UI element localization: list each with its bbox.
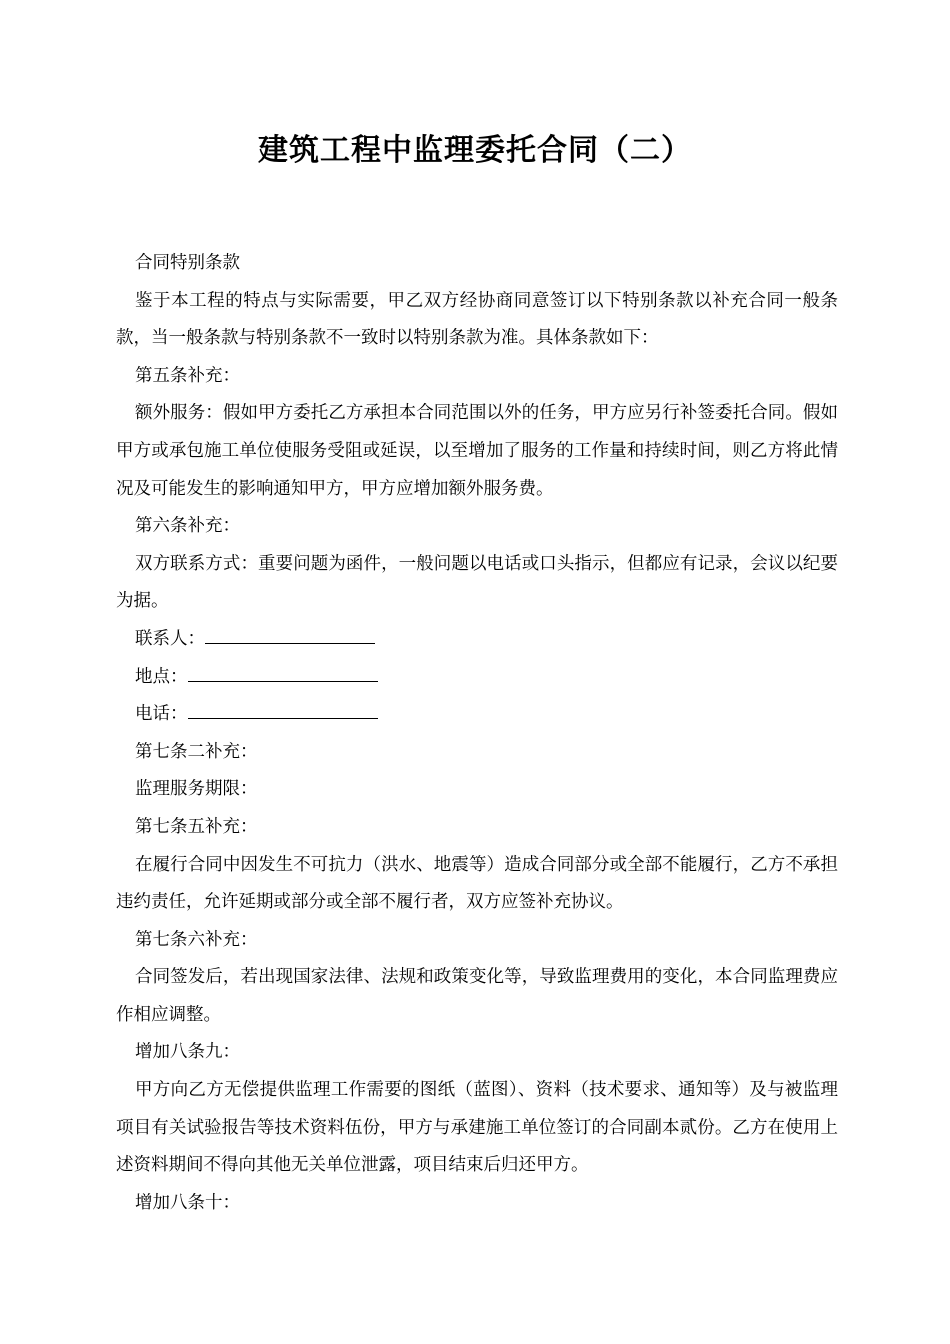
- clause-heading-6: 第六条补充：: [135, 516, 240, 537]
- document-body: [116, 245, 838, 1222]
- clause-heading-7-2: 第七条二补充：: [135, 741, 258, 762]
- clause-heading-5: 第五条补充：: [135, 365, 240, 386]
- phone-field: [116, 696, 838, 734]
- paragraph-preamble: 鉴于本工程的特点与实际需要，甲乙双方经协商同意签订以下特别条款以补充合同一般条款，当一般条款与特别条款不一致时以特别条款为准。具体条款如下：: [116, 290, 838, 349]
- section-heading-special-terms: 合同特别条款: [135, 253, 240, 273]
- clause-heading-8-10: 增加八条十：: [135, 1192, 240, 1213]
- service-period-label: 监理服务期限：: [135, 779, 258, 800]
- contact-person-field: [116, 621, 838, 659]
- contact-person-blank: [205, 621, 375, 644]
- clause-heading-8-9: 增加八条九：: [135, 1042, 240, 1063]
- location-blank: [188, 659, 378, 682]
- paragraph-contact-method: 双方联系方式：重要问题为函件，一般问题以电话或口头指示，但都应有记录，会议以纪要为据。: [116, 553, 838, 612]
- paragraph-extra-services: 额外服务：假如甲方委托乙方承担本合同范围以外的任务，甲方应另行补签委托合同。假如甲方或承包施工单位使服务受阻或延误，以至增加了服务的工作量和持续时间，则乙方将此情况及可能发生的影响通知甲方，甲方应增加额外服务费。: [116, 403, 838, 499]
- paragraph-fee-adjustment: 合同签发后，若出现国家法律、法规和政策变化等，导致监理费用的变化，本合同监理费应作相应调整。: [116, 967, 838, 1025]
- location-label: 地点：: [135, 666, 188, 687]
- clause-heading-7-6: 第七条六补充：: [135, 929, 258, 950]
- location-field: [116, 659, 838, 697]
- contact-person-label: 联系人：: [135, 628, 205, 649]
- clause-heading-7-5: 第七条五补充：: [135, 816, 258, 837]
- phone-label: 电话：: [135, 704, 188, 725]
- paragraph-force-majeure: 在履行合同中因发生不可抗力（洪水、地震等）造成合同部分或全部不能履行，乙方不承担违约责任，允许延期或部分或全部不履行者，双方应签补充协议。: [116, 854, 838, 913]
- document-title: 建筑工程中监理委托合同（二）: [258, 133, 692, 168]
- paragraph-documents-provision: 甲方向乙方无偿提供监理工作需要的图纸（蓝图）、资料（技术要求、通知等）及与被监理项目有关试验报告等技术资料伍份，甲方与承建施工单位签订的合同副本贰份。乙方在使用上述资料期间不得向其他无关单位泄露，项目结束后归还甲方。: [116, 1080, 838, 1176]
- phone-blank: [188, 696, 378, 719]
